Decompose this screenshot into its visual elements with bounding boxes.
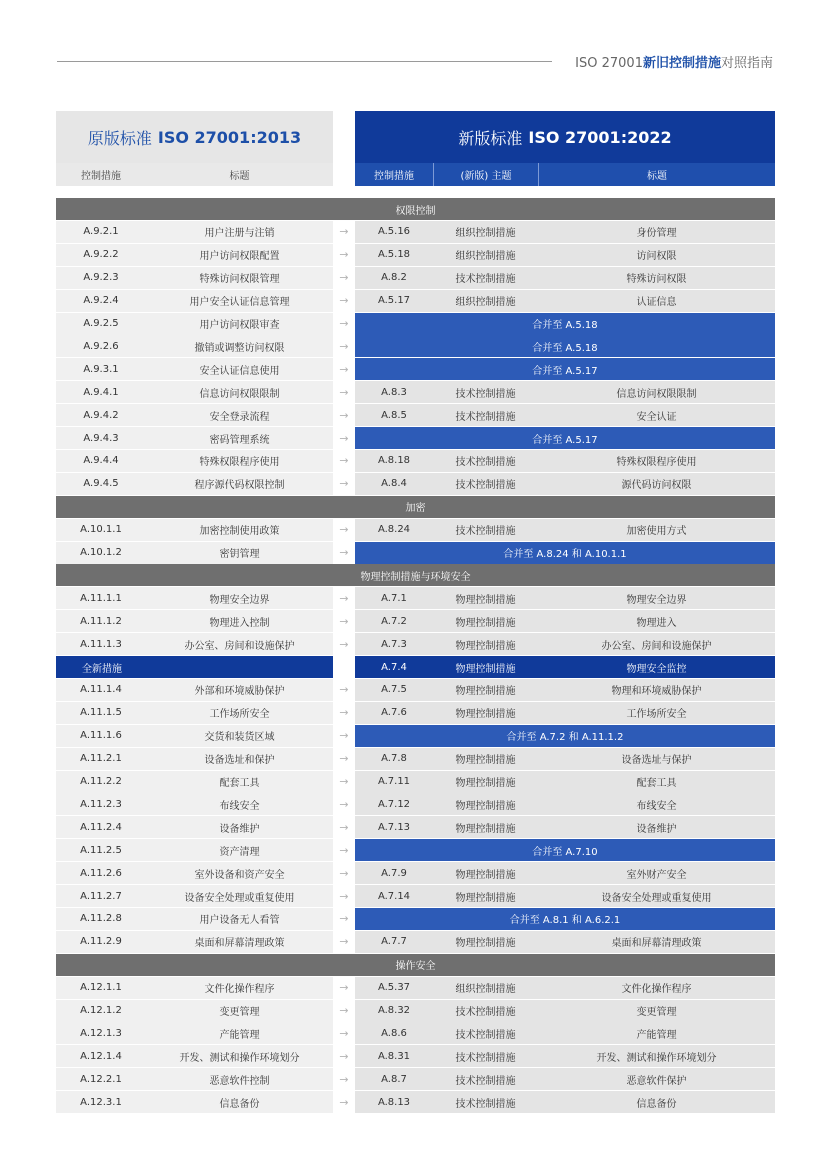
old-control-title: 资产清理 bbox=[146, 839, 333, 861]
old-control-title: 程序源代码权限控制 bbox=[146, 473, 333, 495]
new-control-title: 访问权限 bbox=[538, 244, 775, 266]
new-control-title: 配套工具 bbox=[538, 771, 775, 793]
arrow-right-icon: → bbox=[339, 706, 349, 720]
old-control-title: 用户注册与注销 bbox=[146, 221, 333, 243]
old-control-title: 室外设备和资产安全 bbox=[146, 862, 333, 884]
new-control-title: 物理进入 bbox=[538, 610, 775, 632]
new-control-id: A.7.9 bbox=[355, 862, 433, 884]
table-row bbox=[0, 816, 831, 839]
arrow-right-icon: → bbox=[339, 752, 349, 766]
new-control-label: 全新措施 bbox=[56, 656, 333, 678]
old-control-title: 桌面和屏幕清理政策 bbox=[146, 931, 333, 953]
merged-into-note: 合并至 A.7.10 bbox=[355, 839, 775, 861]
merged-into-note: 合并至 A.8.1 和 A.6.2.1 bbox=[355, 908, 775, 930]
new-control-theme: 物理控制措施 bbox=[433, 793, 538, 815]
new-control-id: A.7.7 bbox=[355, 931, 433, 953]
new-control-theme: 组织控制措施 bbox=[433, 221, 538, 243]
old-control-id: A.11.2.2 bbox=[56, 771, 146, 793]
old-control-title: 用户访问权限审查 bbox=[146, 313, 333, 335]
header-suffix: 对照指南 bbox=[720, 56, 773, 71]
new-control-theme: 技术控制措施 bbox=[433, 450, 538, 472]
old-control-id: A.12.1.1 bbox=[56, 977, 146, 999]
arrow-right-icon: → bbox=[339, 683, 349, 697]
table-row bbox=[0, 633, 831, 656]
old-control-title: 用户访问权限配置 bbox=[146, 244, 333, 266]
arrow-right-icon: → bbox=[339, 408, 349, 422]
old-control-title: 设备选址和保护 bbox=[146, 748, 333, 770]
new-control-title: 工作场所安全 bbox=[538, 702, 775, 724]
table-row bbox=[0, 1022, 831, 1045]
old-control-id: A.9.2.4 bbox=[56, 290, 146, 312]
old-control-title: 布线安全 bbox=[146, 793, 333, 815]
new-control-theme: 技术控制措施 bbox=[433, 1000, 538, 1022]
table-row bbox=[0, 862, 831, 885]
merged-into-note: 合并至 A.8.24 和 A.10.1.1 bbox=[355, 542, 775, 564]
new-control-id: A.7.5 bbox=[355, 679, 433, 701]
old-control-id: A.11.2.4 bbox=[56, 816, 146, 838]
new-control-id: A.5.16 bbox=[355, 221, 433, 243]
new-control-id: A.7.11 bbox=[355, 771, 433, 793]
table-row bbox=[0, 587, 831, 610]
new-control-theme: 技术控制措施 bbox=[433, 1091, 538, 1113]
table-row bbox=[0, 404, 831, 427]
old-control-id: A.10.1.2 bbox=[56, 542, 146, 564]
arrow-right-icon: → bbox=[339, 637, 349, 651]
new-control-id: A.7.3 bbox=[355, 633, 433, 655]
arrow-right-icon: → bbox=[339, 385, 349, 399]
new-control-id: A.7.4 bbox=[355, 656, 433, 678]
new-control-theme: 技术控制措施 bbox=[433, 404, 538, 426]
new-control-id: A.8.7 bbox=[355, 1068, 433, 1090]
table-row bbox=[0, 267, 831, 290]
arrow-right-icon: → bbox=[339, 614, 349, 628]
arrow-right-icon: → bbox=[339, 866, 349, 880]
new-control-id: A.7.6 bbox=[355, 702, 433, 724]
old-control-id: A.9.2.6 bbox=[56, 335, 146, 357]
arrow-right-icon: → bbox=[339, 591, 349, 605]
section-label: 加密 bbox=[56, 496, 775, 518]
new-control-id: A.7.12 bbox=[355, 793, 433, 815]
arrow-right-icon: → bbox=[339, 1049, 349, 1063]
new-control-row bbox=[0, 656, 831, 679]
old-control-title: 特殊权限程序使用 bbox=[146, 450, 333, 472]
new-control-theme: 物理控制措施 bbox=[433, 748, 538, 770]
old-control-id: A.9.2.1 bbox=[56, 221, 146, 243]
table-row bbox=[0, 290, 831, 313]
old-control-title: 交货和装货区域 bbox=[146, 725, 333, 747]
arrow-right-icon: → bbox=[339, 843, 349, 857]
old-control-title: 信息备份 bbox=[146, 1091, 333, 1113]
new-control-title: 加密使用方式 bbox=[538, 519, 775, 541]
old-control-id: A.9.4.2 bbox=[56, 404, 146, 426]
table-row bbox=[0, 839, 831, 862]
old-control-title: 文件化操作程序 bbox=[146, 977, 333, 999]
new-control-title: 物理安全边界 bbox=[538, 587, 775, 609]
new-control-id: A.8.32 bbox=[355, 1000, 433, 1022]
table-row bbox=[0, 450, 831, 473]
arrow-right-icon: → bbox=[339, 271, 349, 285]
old-control-title: 配套工具 bbox=[146, 771, 333, 793]
new-control-id: A.5.37 bbox=[355, 977, 433, 999]
arrow-right-icon: → bbox=[339, 523, 349, 537]
table-row bbox=[0, 221, 831, 244]
table-row bbox=[0, 1091, 831, 1114]
old-control-title: 外部和环境威胁保护 bbox=[146, 679, 333, 701]
old-control-id: A.11.1.4 bbox=[56, 679, 146, 701]
table-row bbox=[0, 313, 831, 336]
col-header-old-title: 标题 bbox=[146, 163, 333, 186]
old-control-id: A.11.1.6 bbox=[56, 725, 146, 747]
new-control-title: 开发、测试和操作环境划分 bbox=[538, 1045, 775, 1067]
new-control-title: 源代码访问权限 bbox=[538, 473, 775, 495]
new-control-title: 特殊访问权限 bbox=[538, 267, 775, 289]
arrow-right-icon: → bbox=[339, 820, 349, 834]
new-control-title: 特殊权限程序使用 bbox=[538, 450, 775, 472]
merged-into-note: 合并至 A.7.2 和 A.11.1.2 bbox=[355, 725, 775, 747]
old-standard-header bbox=[56, 111, 333, 163]
merged-into-note: 合并至 A.5.18 bbox=[355, 313, 775, 335]
section-label: 物理控制措施与环境安全 bbox=[56, 564, 775, 586]
new-control-theme: 物理控制措施 bbox=[433, 816, 538, 838]
new-control-id: A.8.31 bbox=[355, 1045, 433, 1067]
old-control-title: 设备安全处理或重复使用 bbox=[146, 885, 333, 907]
old-control-id: A.9.4.5 bbox=[56, 473, 146, 495]
arrow-right-icon: → bbox=[339, 225, 349, 239]
merged-into-note: 合并至 A.5.18 bbox=[355, 335, 775, 357]
new-control-theme: 技术控制措施 bbox=[433, 473, 538, 495]
old-control-id: A.11.2.5 bbox=[56, 839, 146, 861]
old-control-title: 用户设备无人看管 bbox=[146, 908, 333, 930]
new-control-title: 产能管理 bbox=[538, 1022, 775, 1044]
new-control-theme: 技术控制措施 bbox=[433, 381, 538, 403]
arrow-right-icon: → bbox=[339, 775, 349, 788]
old-standard-label: 原版标准 bbox=[87, 128, 152, 148]
new-control-theme: 技术控制措施 bbox=[433, 519, 538, 541]
new-control-id: A.8.24 bbox=[355, 519, 433, 541]
old-control-id: A.12.1.4 bbox=[56, 1045, 146, 1067]
old-control-title: 恶意软件控制 bbox=[146, 1068, 333, 1090]
new-standard-label: 新版标准 bbox=[458, 128, 523, 148]
table-row bbox=[0, 885, 831, 908]
old-control-title: 安全认证信息使用 bbox=[146, 358, 333, 380]
old-control-id: A.11.1.2 bbox=[56, 610, 146, 632]
table-row bbox=[0, 1000, 831, 1023]
table-row bbox=[0, 908, 831, 931]
table-row bbox=[0, 542, 831, 565]
new-control-id: A.8.4 bbox=[355, 473, 433, 495]
old-control-title: 撤销或调整访问权限 bbox=[146, 335, 333, 357]
new-control-title: 桌面和屏幕清理政策 bbox=[538, 931, 775, 953]
new-control-theme: 物理控制措施 bbox=[433, 633, 538, 655]
new-control-title: 设备安全处理或重复使用 bbox=[538, 885, 775, 907]
old-control-title: 产能管理 bbox=[146, 1022, 333, 1044]
old-control-title: 特殊访问权限管理 bbox=[146, 267, 333, 289]
header-rule bbox=[57, 61, 552, 62]
arrow-right-icon: → bbox=[339, 454, 349, 468]
new-control-title: 变更管理 bbox=[538, 1000, 775, 1022]
old-control-id: A.10.1.1 bbox=[56, 519, 146, 541]
old-control-id: A.12.1.2 bbox=[56, 1000, 146, 1022]
table-row bbox=[0, 1045, 831, 1068]
table-row bbox=[0, 1068, 831, 1091]
old-control-id: A.11.1.5 bbox=[56, 702, 146, 724]
new-control-id: A.7.13 bbox=[355, 816, 433, 838]
old-control-id: A.11.2.9 bbox=[56, 931, 146, 953]
old-control-id: A.11.2.8 bbox=[56, 908, 146, 930]
arrow-right-icon: → bbox=[339, 889, 349, 903]
arrow-right-icon: → bbox=[339, 1004, 349, 1017]
old-control-title: 物理进入控制 bbox=[146, 610, 333, 632]
arrow-right-icon: → bbox=[339, 248, 349, 262]
old-control-title: 密钥管理 bbox=[146, 542, 333, 564]
new-control-theme: 技术控制措施 bbox=[433, 1022, 538, 1044]
new-control-theme: 技术控制措施 bbox=[433, 1045, 538, 1067]
table-row bbox=[0, 931, 831, 954]
old-control-id: A.12.2.1 bbox=[56, 1068, 146, 1090]
new-control-id: A.8.18 bbox=[355, 450, 433, 472]
arrow-right-icon: → bbox=[339, 362, 349, 376]
section-header bbox=[0, 496, 831, 519]
new-control-id: A.7.2 bbox=[355, 610, 433, 632]
new-control-theme: 物理控制措施 bbox=[433, 702, 538, 724]
arrow-right-icon: → bbox=[339, 431, 349, 445]
new-control-theme: 物理控制措施 bbox=[433, 610, 538, 632]
col-header-new-title: 标题 bbox=[538, 163, 775, 186]
new-control-theme: 技术控制措施 bbox=[433, 267, 538, 289]
arrow-right-icon: → bbox=[339, 981, 349, 995]
new-standard-version: ISO 27001:2022 bbox=[528, 127, 672, 147]
new-control-title: 设备选址与保护 bbox=[538, 748, 775, 770]
new-control-id: A.5.17 bbox=[355, 290, 433, 312]
table-row bbox=[0, 702, 831, 725]
table-row bbox=[0, 381, 831, 404]
new-control-title: 办公室、房间和设施保护 bbox=[538, 633, 775, 655]
new-control-theme: 物理控制措施 bbox=[433, 587, 538, 609]
old-control-id: A.11.2.7 bbox=[56, 885, 146, 907]
section-header bbox=[0, 954, 831, 977]
new-control-title: 布线安全 bbox=[538, 793, 775, 815]
new-control-title: 身份管理 bbox=[538, 221, 775, 243]
arrow-right-icon: → bbox=[339, 339, 349, 353]
arrow-right-icon: → bbox=[339, 912, 349, 926]
new-control-theme: 组织控制措施 bbox=[433, 977, 538, 999]
table-row bbox=[0, 358, 831, 381]
new-control-theme: 物理控制措施 bbox=[433, 931, 538, 953]
old-control-title: 加密控制使用政策 bbox=[146, 519, 333, 541]
table-row bbox=[0, 977, 831, 1000]
header-prefix: ISO 27001 bbox=[575, 56, 643, 71]
section-header bbox=[0, 564, 831, 587]
old-control-id: A.11.2.6 bbox=[56, 862, 146, 884]
new-control-theme: 物理控制措施 bbox=[433, 885, 538, 907]
old-control-title: 用户安全认证信息管理 bbox=[146, 290, 333, 312]
table-row bbox=[0, 679, 831, 702]
old-control-id: A.9.3.1 bbox=[56, 358, 146, 380]
old-control-id: A.9.2.3 bbox=[56, 267, 146, 289]
table-row bbox=[0, 335, 831, 358]
old-control-title: 办公室、房间和设施保护 bbox=[146, 633, 333, 655]
new-control-title: 设备维护 bbox=[538, 816, 775, 838]
new-control-title: 物理和环境威胁保护 bbox=[538, 679, 775, 701]
new-control-theme: 组织控制措施 bbox=[433, 244, 538, 266]
old-control-title: 开发、测试和操作环境划分 bbox=[146, 1045, 333, 1067]
new-control-id: A.8.2 bbox=[355, 267, 433, 289]
new-control-title: 物理安全监控 bbox=[538, 656, 775, 678]
old-control-title: 安全登录流程 bbox=[146, 404, 333, 426]
arrow-right-icon: → bbox=[339, 797, 349, 811]
new-control-theme: 技术控制措施 bbox=[433, 1068, 538, 1090]
new-control-id: A.5.18 bbox=[355, 244, 433, 266]
page-header-title bbox=[575, 52, 773, 71]
old-control-id: A.11.2.3 bbox=[56, 793, 146, 815]
old-control-id: A.11.1.3 bbox=[56, 633, 146, 655]
header-highlight: 新旧控制措施 bbox=[642, 56, 721, 71]
new-control-theme: 组织控制措施 bbox=[433, 290, 538, 312]
new-control-theme: 物理控制措施 bbox=[433, 679, 538, 701]
old-control-id: A.12.1.3 bbox=[56, 1022, 146, 1044]
new-control-title: 恶意软件保护 bbox=[538, 1068, 775, 1090]
col-header-new-control: 控制措施 bbox=[355, 163, 433, 186]
table-row bbox=[0, 427, 831, 450]
old-control-id: A.9.4.4 bbox=[56, 450, 146, 472]
table-row bbox=[0, 748, 831, 771]
table-row bbox=[0, 793, 831, 816]
new-control-theme: 物理控制措施 bbox=[433, 862, 538, 884]
arrow-right-icon: → bbox=[339, 935, 349, 949]
arrow-right-icon: → bbox=[339, 477, 349, 491]
old-control-id: A.9.4.1 bbox=[56, 381, 146, 403]
new-control-title: 认证信息 bbox=[538, 290, 775, 312]
old-control-id: A.11.2.1 bbox=[56, 748, 146, 770]
new-control-id: A.7.1 bbox=[355, 587, 433, 609]
arrow-right-icon: → bbox=[339, 729, 349, 743]
merged-into-note: 合并至 A.5.17 bbox=[355, 427, 775, 449]
new-control-title: 安全认证 bbox=[538, 404, 775, 426]
arrow-right-icon: → bbox=[339, 1095, 349, 1109]
old-control-id: A.12.3.1 bbox=[56, 1091, 146, 1113]
old-standard-version: ISO 27001:2013 bbox=[157, 127, 302, 147]
new-control-title: 信息备份 bbox=[538, 1091, 775, 1113]
col-header-new-theme: (新版) 主题 bbox=[433, 163, 538, 186]
arrow-right-icon: → bbox=[339, 546, 349, 559]
new-standard-header bbox=[355, 111, 775, 163]
arrow-right-icon: → bbox=[339, 294, 349, 308]
table-row bbox=[0, 725, 831, 748]
new-control-id: A.8.13 bbox=[355, 1091, 433, 1113]
new-control-id: A.8.3 bbox=[355, 381, 433, 403]
old-control-title: 信息访问权限限制 bbox=[146, 381, 333, 403]
arrow-right-icon: → bbox=[339, 1072, 349, 1086]
new-control-id: A.8.6 bbox=[355, 1022, 433, 1044]
old-control-id: A.9.4.3 bbox=[56, 427, 146, 449]
arrow-right-icon: → bbox=[339, 1026, 349, 1040]
old-control-id: A.9.2.2 bbox=[56, 244, 146, 266]
old-control-title: 密码管理系统 bbox=[146, 427, 333, 449]
old-control-id: A.9.2.5 bbox=[56, 313, 146, 335]
new-control-theme: 物理控制措施 bbox=[433, 771, 538, 793]
table-row bbox=[0, 771, 831, 794]
col-header-old-control: 控制措施 bbox=[56, 163, 146, 186]
old-control-title: 物理安全边界 bbox=[146, 587, 333, 609]
new-control-id: A.7.8 bbox=[355, 748, 433, 770]
old-control-title: 工作场所安全 bbox=[146, 702, 333, 724]
old-control-title: 设备维护 bbox=[146, 816, 333, 838]
new-control-title: 文件化操作程序 bbox=[538, 977, 775, 999]
new-control-id: A.8.5 bbox=[355, 404, 433, 426]
new-control-title: 室外财产安全 bbox=[538, 862, 775, 884]
merged-into-note: 合并至 A.5.17 bbox=[355, 358, 775, 380]
old-control-title: 变更管理 bbox=[146, 1000, 333, 1022]
new-control-theme: 物理控制措施 bbox=[433, 656, 538, 678]
old-control-id: A.11.1.1 bbox=[56, 587, 146, 609]
section-label: 操作安全 bbox=[56, 954, 775, 976]
table-row bbox=[0, 519, 831, 542]
section-header bbox=[0, 198, 831, 221]
arrow-right-icon: → bbox=[339, 317, 349, 330]
table-row bbox=[0, 610, 831, 633]
table-row bbox=[0, 244, 831, 267]
new-control-id: A.7.14 bbox=[355, 885, 433, 907]
section-label: 权限控制 bbox=[56, 198, 775, 220]
table-row bbox=[0, 473, 831, 496]
new-control-title: 信息访问权限限制 bbox=[538, 381, 775, 403]
